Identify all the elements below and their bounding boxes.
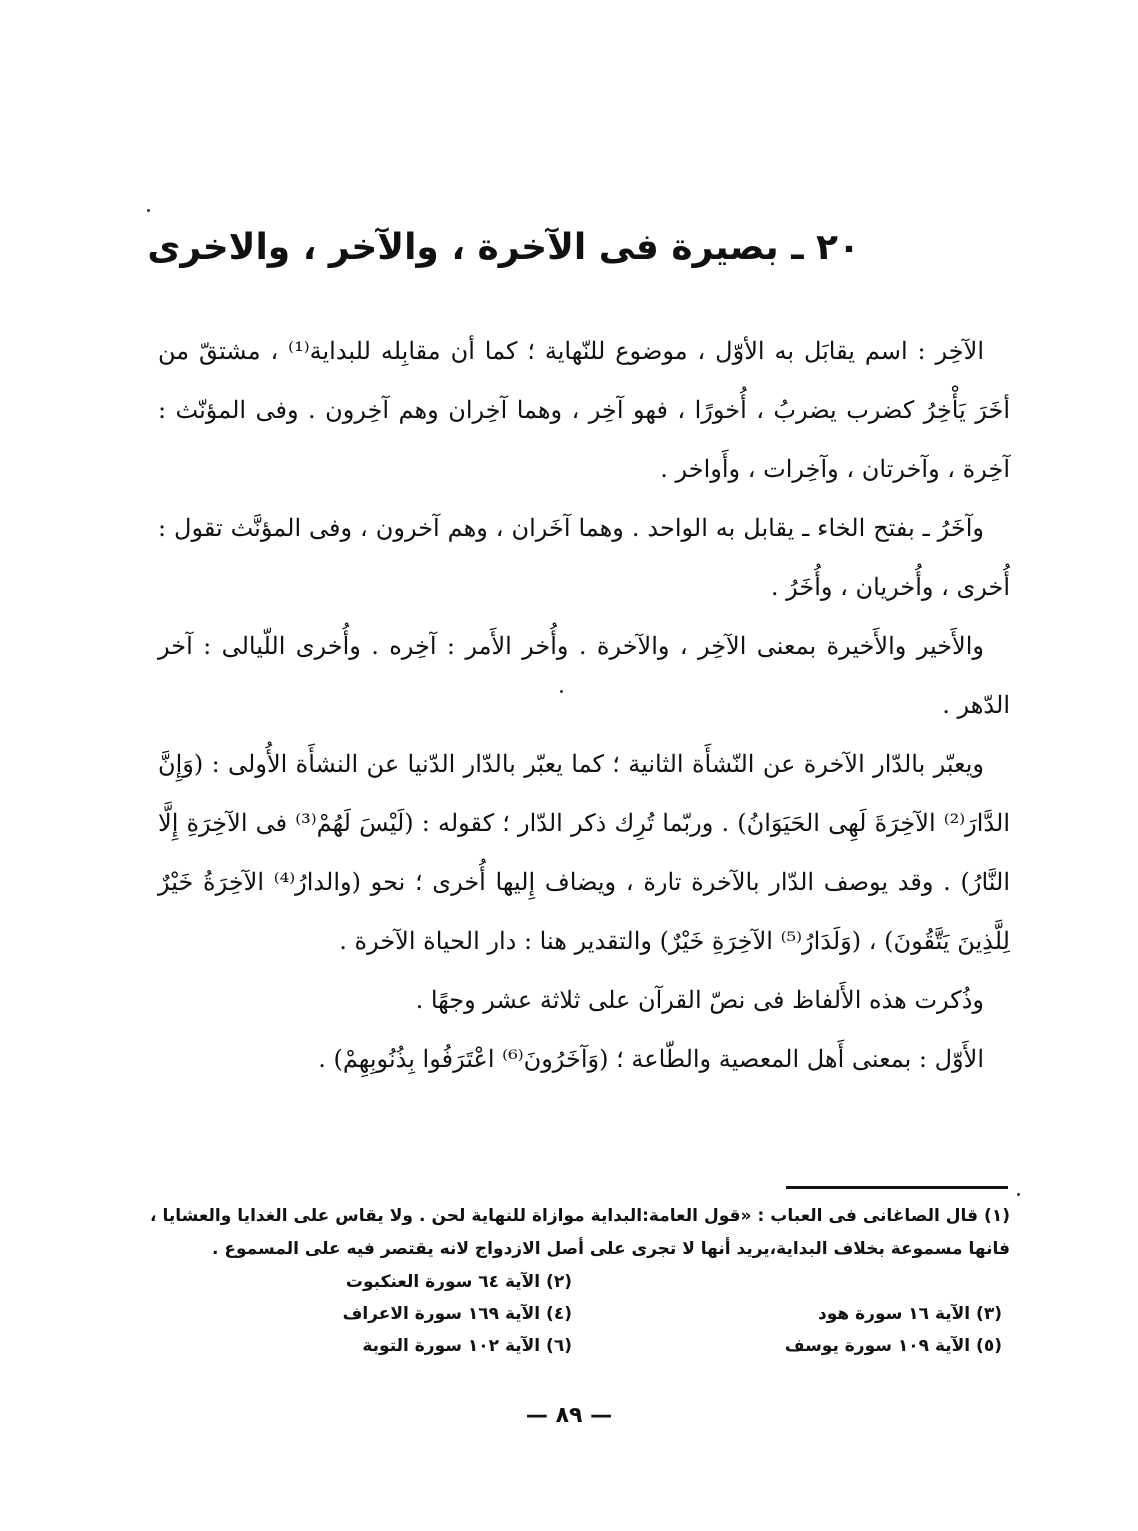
paragraph-1: الآخِر : اسم يقابَل به الأوّل ، موضوع للنّهاية ؛ كما أن مقابِله للبداية⁽¹⁾ ، مشتقّ من أخَرَ يَأْخِرُ كضرب يضربُ ، أُخورًا ، فهو آخِر ، وهما آخِران وهم آخِرون . وفى المؤنّث : آخِرة ، وآخرتان ، وآخِرات ، وأَواخر . — [158, 337, 1010, 483]
footnote-3: (٣) الآية ١٦ سورة هود — [818, 1304, 1002, 1324]
footnote-separator — [786, 1186, 1008, 1189]
scan-speck — [1017, 1193, 1020, 1196]
footnote-1: (١) قال الصاغانى فى العباب : «قول العامة:البداية موازاة للنهاية لحن . ولا يقاس على الغدايا والعشايا ، فانها مسموعة بخلاف البداية،يريد أنها لا تجرى على أصل الازدواج لانه يقتصر فيه على المسموع . — [150, 1206, 1010, 1259]
main-text — [158, 322, 1010, 1089]
footnote-empty-cell — [580, 1266, 1010, 1298]
footnote-row-4 — [150, 1330, 1010, 1362]
footnote-6: (٦) الآية ١٠٢ سورة التوبة — [362, 1336, 572, 1356]
chapter-title: ٢٠ ـ بصيرة فى الآخرة ، والآخر ، والاخرى — [147, 227, 860, 268]
footnote-row-2 — [150, 1266, 1010, 1298]
footnote-row-3 — [150, 1298, 1010, 1330]
scan-speck — [147, 209, 150, 212]
footnotes — [150, 1200, 1010, 1362]
paragraph-2: وآخَرُ ـ بفتح الخاء ـ يقابل به الواحد . وهما آخَران ، وهم آخرون ، وفى المؤنَّث تقول : أُخرى ، وأُخريان ، وأُخَرُ . — [158, 514, 1010, 601]
paragraph-4: ويعبّر بالدّار الآخرة عن النّشأَة الثانية ؛ كما يعبّر بالدّار الدّنيا عن النشأَة الأُولى : (وَإِنَّ الدَّارَ⁽²⁾ الآخِرَةَ لَهِى الحَيَوَانُ) . وربّما تُرِك ذكر الدّار ؛ كقوله : (لَيْسَ لَهُمْ⁽³⁾ فى الآخِرَةِ إِلَّا النَّارُ) . وقد يوصف الدّار بالآخرة تارة ، ويضاف إِليها أُخرى ؛ نحو (والدارُ⁽⁴⁾ الآخِرَةُ خَيْرٌ لِلَّذِينَ يَتَّقُونَ) ، (وَلَدَارُ⁽⁵⁾ الآخِرَةِ خَيْرٌ) والتقدير هنا : دار الحياة الآخرة . — [158, 750, 1011, 955]
footnote-5: (٥) الآية ١٠٩ سورة يوسف — [784, 1336, 1002, 1356]
paragraph-5: وذُكرت هذه الأَلفاظ فى نصّ القرآن على ثلاثة عشر وجهًا . — [415, 986, 984, 1014]
scan-speck — [560, 690, 563, 693]
paragraph-6: الأَوّل : بمعنى أَهل المعصية والطّاعة ؛ (وَآخَرُونَ⁽⁶⁾ اعْتَرَفُوا بِذُنُوبِهِمْ) . — [318, 1045, 984, 1073]
page-number: — ٨٩ — — [525, 1403, 613, 1428]
footnote-2: (٢) الآية ٦٤ سورة العنكبوت — [345, 1272, 572, 1292]
paragraph-3: والأَخير والأَخيرة بمعنى الآخِر ، والآخرة . وأُخر الأَمر : آخِره . وأُخرى اللّيالى : آخر الدّهر . — [158, 632, 1010, 719]
footnote-4: (٤) الآية ١٦٩ سورة الاعراف — [342, 1304, 572, 1324]
